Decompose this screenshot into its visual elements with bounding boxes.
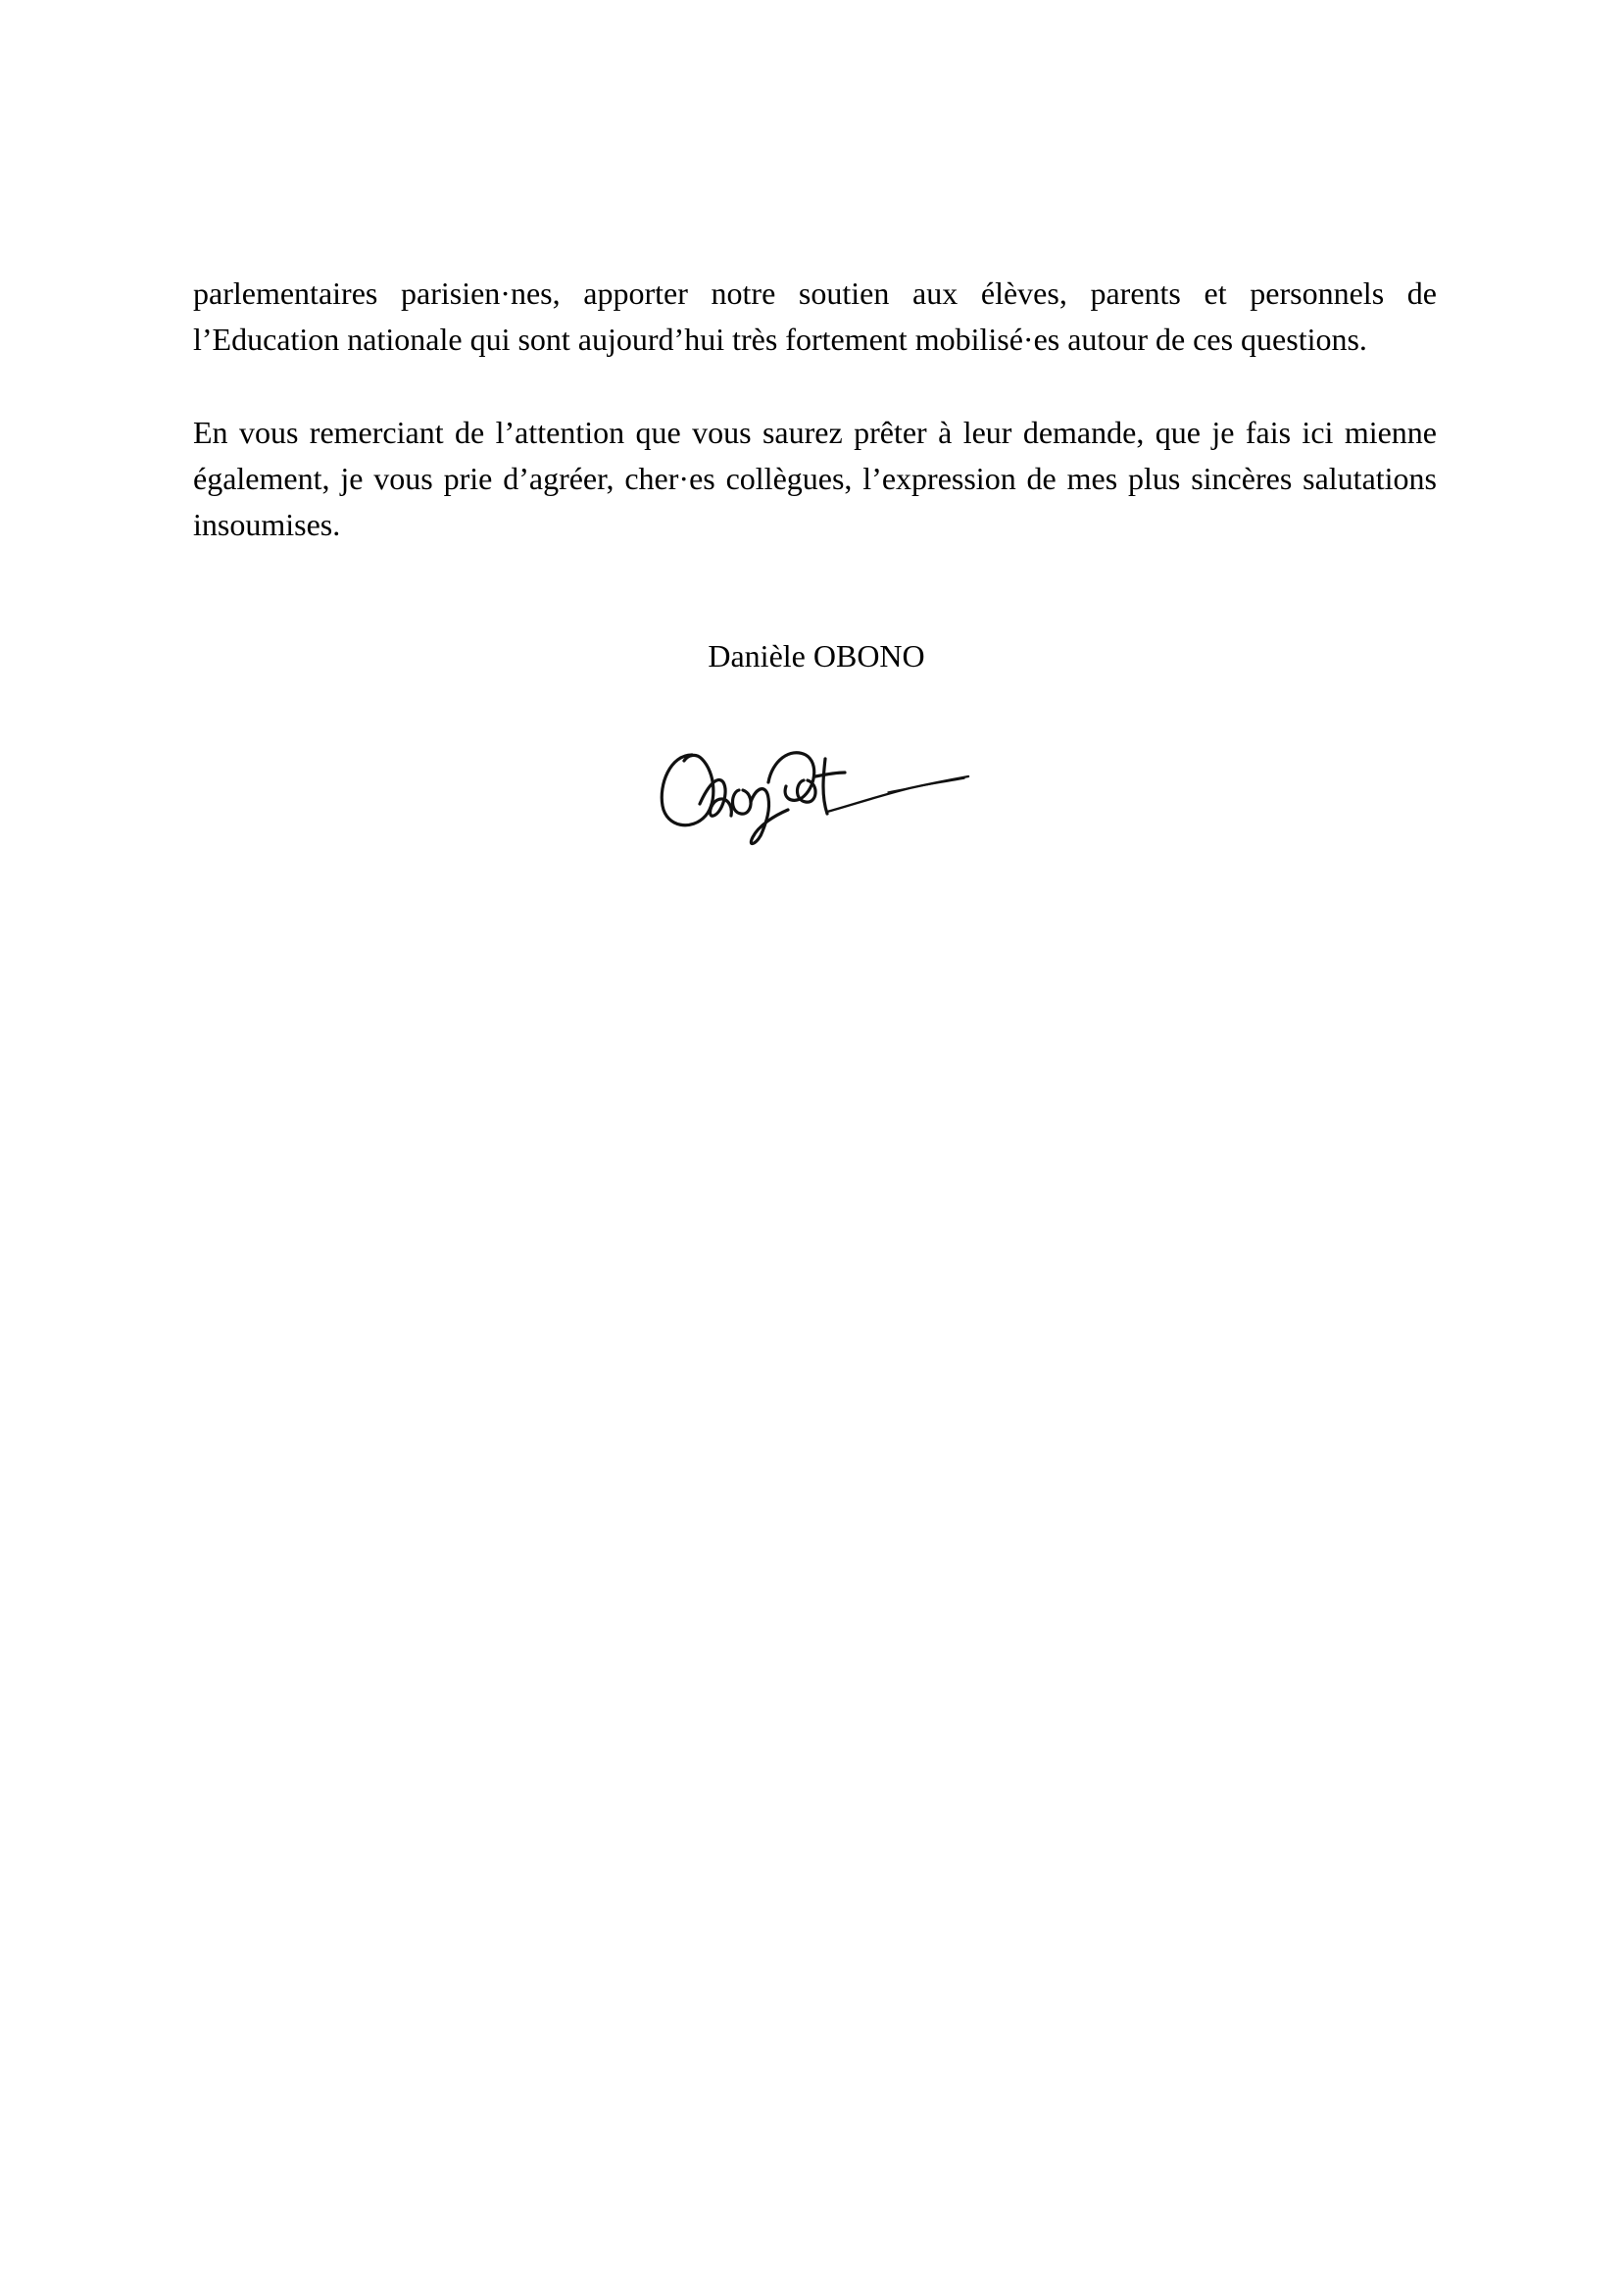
closing-paragraph-2: En vous remerciant de l’attention que vous saurez prêter à leur demande, que je fais ici mienne également, je vous prie d’agréer, cher·es collègues, l’expression de mes plus sincères salutations insoumises. <box>193 415 1437 542</box>
signatory-name: Danièle OBONO <box>708 638 925 674</box>
signature-icon <box>653 725 976 853</box>
closing-paragraph-1: parlementaires parisien·nes, apporter notre soutien aux élèves, parents et personnels de l’Education nationale qui sont aujourd’hui très fortement mobilisé·es autour de ces questions. <box>193 275 1437 357</box>
